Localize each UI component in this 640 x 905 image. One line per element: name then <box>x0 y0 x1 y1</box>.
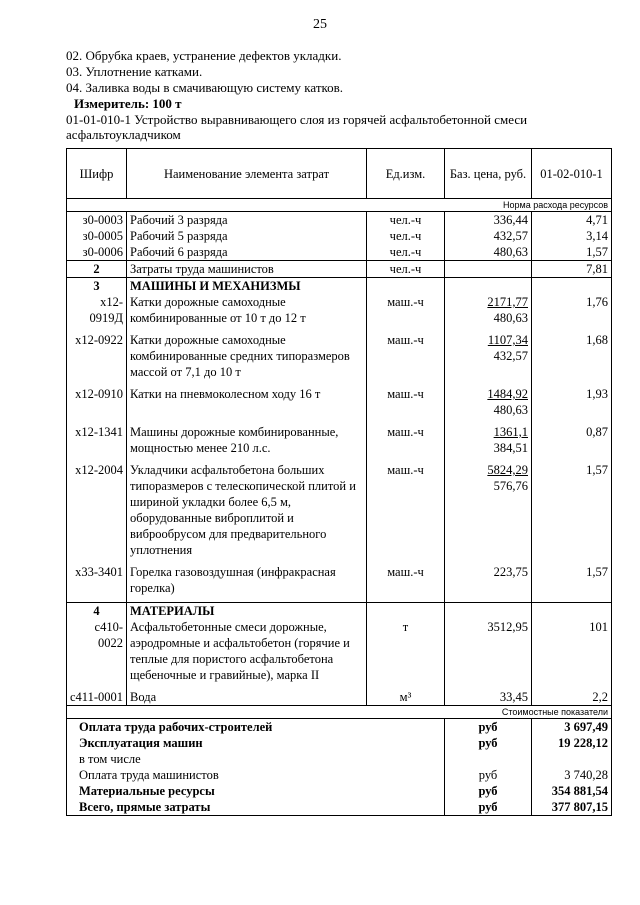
summary-row <box>67 735 612 751</box>
subheader-row <box>67 199 612 212</box>
row-unit: чел.-ч <box>367 244 445 261</box>
row-name: Катки дорожные самоходные комбинированные средних типоразмеров массой от 7,1 до 10 т <box>127 332 367 380</box>
row-code: х33-3401 <box>67 564 127 596</box>
row-unit: чел.-ч <box>367 261 445 278</box>
header-name: Наименование элемента затрат <box>127 149 367 199</box>
subheader-row <box>67 706 612 719</box>
section-code: 4 <box>67 603 127 620</box>
row-price-cell <box>445 462 532 558</box>
summary-value: 19 228,12 <box>532 735 612 751</box>
section-title: МАТЕРИАЛЫ <box>127 603 367 620</box>
row-name: Катки дорожные самоходные комбинированные от 10 т до 12 т <box>127 294 367 326</box>
summary-unit: руб <box>445 783 532 799</box>
row-code: х12-1341 <box>67 424 127 456</box>
summary-unit <box>445 751 532 767</box>
row-price: 33,45 <box>445 689 532 706</box>
row-norm: 1,57 <box>532 564 612 596</box>
table-row <box>67 332 612 380</box>
header-price: Баз. цена, руб. <box>445 149 532 199</box>
row-price: 1107,34 <box>487 333 528 347</box>
summary-label: Оплата труда рабочих-строителей <box>67 719 445 736</box>
row-unit: маш.-ч <box>367 294 445 326</box>
row-name: Укладчики асфальтобетона больших типоразмеров с телескопической плитой и шириной укладки более 6,5 м, оборудованные виброплитой и виброобрусом для предварительного уплотнения <box>127 462 367 558</box>
row-unit: маш.-ч <box>367 564 445 596</box>
row-code: с411-0001 <box>67 689 127 706</box>
header-code: Шифр <box>67 149 127 199</box>
table-row <box>67 386 612 418</box>
row-price: 2171,77 <box>487 295 528 309</box>
row-code: з0-0005 <box>67 228 127 244</box>
header-unit: Ед.изм. <box>367 149 445 199</box>
machines-section-row <box>67 278 612 295</box>
row-price: 336,44 <box>445 212 532 229</box>
row-norm: 7,81 <box>532 261 612 278</box>
row-price-secondary: 576,76 <box>493 479 528 493</box>
row-norm: 1,76 <box>532 294 612 326</box>
row-price <box>445 261 532 278</box>
row-name: Рабочий 6 разряда <box>127 244 367 261</box>
table-row <box>67 294 612 326</box>
summary-value: 3 697,49 <box>532 719 612 736</box>
row-price-secondary: 480,63 <box>493 403 528 417</box>
row-name: Горелка газовоздушная (инфракрасная горелка) <box>127 564 367 596</box>
row-name: Затраты труда машинистов <box>127 261 367 278</box>
row-norm: 3,14 <box>532 228 612 244</box>
row-norm: 1,93 <box>532 386 612 418</box>
summary-value: 354 881,54 <box>532 783 612 799</box>
table-row <box>67 212 612 229</box>
row-norm: 1,68 <box>532 332 612 380</box>
row-code: з0-0003 <box>67 212 127 229</box>
row-unit: чел.-ч <box>367 212 445 229</box>
summary-unit: руб <box>445 719 532 736</box>
row-price-cell <box>445 332 532 380</box>
summary-label: Оплата труда машинистов <box>67 767 445 783</box>
row-price-cell <box>445 564 532 596</box>
norm-title-continued: асфальтоукладчиком <box>66 127 181 142</box>
labor-section <box>67 212 612 261</box>
row-code: з0-0006 <box>67 244 127 261</box>
summary-label: Эксплуатация машин <box>67 735 445 751</box>
summary-row <box>67 719 612 736</box>
summary-row <box>67 767 612 783</box>
row-name: Рабочий 3 разряда <box>127 212 367 229</box>
section-code: 3 <box>67 278 127 295</box>
row-unit: маш.-ч <box>367 386 445 418</box>
row-price: 432,57 <box>445 228 532 244</box>
table-row <box>67 228 612 244</box>
summary-value: 3 740,28 <box>532 767 612 783</box>
materials-section <box>67 619 612 706</box>
row-norm: 2,2 <box>532 689 612 706</box>
row-unit: маш.-ч <box>367 332 445 380</box>
page-number: 25 <box>313 17 327 32</box>
header-norm: 01-02-010-1 <box>532 149 612 199</box>
row-code: х12-2004 <box>67 462 127 558</box>
summary-label: Всего, прямые затраты <box>67 799 445 816</box>
row-code: х12-0910 <box>67 386 127 418</box>
row-unit: м³ <box>367 689 445 706</box>
table-row <box>67 619 612 683</box>
row-code: х12-0919Д <box>67 294 127 326</box>
work-step: 02. Обрубка краев, устранение дефектов укладки. <box>66 48 342 63</box>
row-code: с410-0022 <box>67 619 127 683</box>
row-name: Рабочий 5 разряда <box>127 228 367 244</box>
row-norm: 101 <box>532 619 612 683</box>
row-price: 480,63 <box>445 244 532 261</box>
row-code: х12-0922 <box>67 332 127 380</box>
row-price-cell <box>445 386 532 418</box>
table-row <box>67 244 612 261</box>
table-header-row <box>67 149 612 199</box>
row-price: 1361,1 <box>493 425 528 439</box>
row-price-cell <box>445 294 532 326</box>
summary-label: Материальные ресурсы <box>67 783 445 799</box>
summary-value <box>532 751 612 767</box>
subheader-cost: Стоимостные показатели <box>67 706 612 719</box>
summary-section <box>67 719 612 816</box>
norm-title: 01-01-010-1 Устройство выравнивающего слоя из горячей асфальтобетонной смеси <box>66 112 528 127</box>
table-row <box>67 424 612 456</box>
work-step: 04. Заливка воды в смачивающую систему катков. <box>66 80 344 95</box>
row-price: 3512,95 <box>445 619 532 683</box>
row-name: Катки на пневмоколесном ходу 16 т <box>127 386 367 418</box>
row-name: Машины дорожные комбинированные, мощностью менее 210 л.с. <box>127 424 367 456</box>
row-price: 5824,29 <box>487 463 528 477</box>
row-unit: чел.-ч <box>367 228 445 244</box>
section-title: МАШИНЫ И МЕХАНИЗМЫ <box>127 278 367 295</box>
summary-row <box>67 783 612 799</box>
summary-unit: руб <box>445 735 532 751</box>
row-norm: 1,57 <box>532 462 612 558</box>
table-row <box>67 689 612 706</box>
row-norm: 4,71 <box>532 212 612 229</box>
work-description <box>66 48 606 142</box>
row-price-cell <box>445 424 532 456</box>
summary-row <box>67 751 612 767</box>
summary-row <box>67 799 612 816</box>
row-price-secondary: 480,63 <box>493 311 528 325</box>
row-norm: 1,57 <box>532 244 612 261</box>
row-price: 1484,92 <box>487 387 528 401</box>
row-price: 223,75 <box>493 565 528 579</box>
resource-table <box>66 148 612 816</box>
row-norm: 0,87 <box>532 424 612 456</box>
summary-unit: руб <box>445 767 532 783</box>
table-row <box>67 564 612 596</box>
summary-label: в том числе <box>67 751 445 767</box>
row-unit: маш.-ч <box>367 424 445 456</box>
table-row <box>67 462 612 558</box>
summary-unit: руб <box>445 799 532 816</box>
meter-label: Измеритель: 100 т <box>74 96 182 111</box>
work-step: 03. Уплотнение катками. <box>66 64 203 79</box>
row-price-secondary: 384,51 <box>493 441 528 455</box>
subheader-norm: Норма расхода ресурсов <box>67 199 612 212</box>
row-unit: маш.-ч <box>367 462 445 558</box>
row-name: Вода <box>127 689 367 706</box>
machinist-row <box>67 261 612 278</box>
summary-value: 377 807,15 <box>532 799 612 816</box>
materials-section-row <box>67 603 612 620</box>
machines-section <box>67 294 612 603</box>
row-unit: т <box>367 619 445 683</box>
row-name: Асфальтобетонные смеси дорожные, аэродромные и асфальтобетон (горячие и теплые для пористого асфальтобетона щебеночные и гравийные), марка II <box>127 619 367 683</box>
row-code: 2 <box>67 261 127 278</box>
row-price-secondary: 432,57 <box>493 349 528 363</box>
